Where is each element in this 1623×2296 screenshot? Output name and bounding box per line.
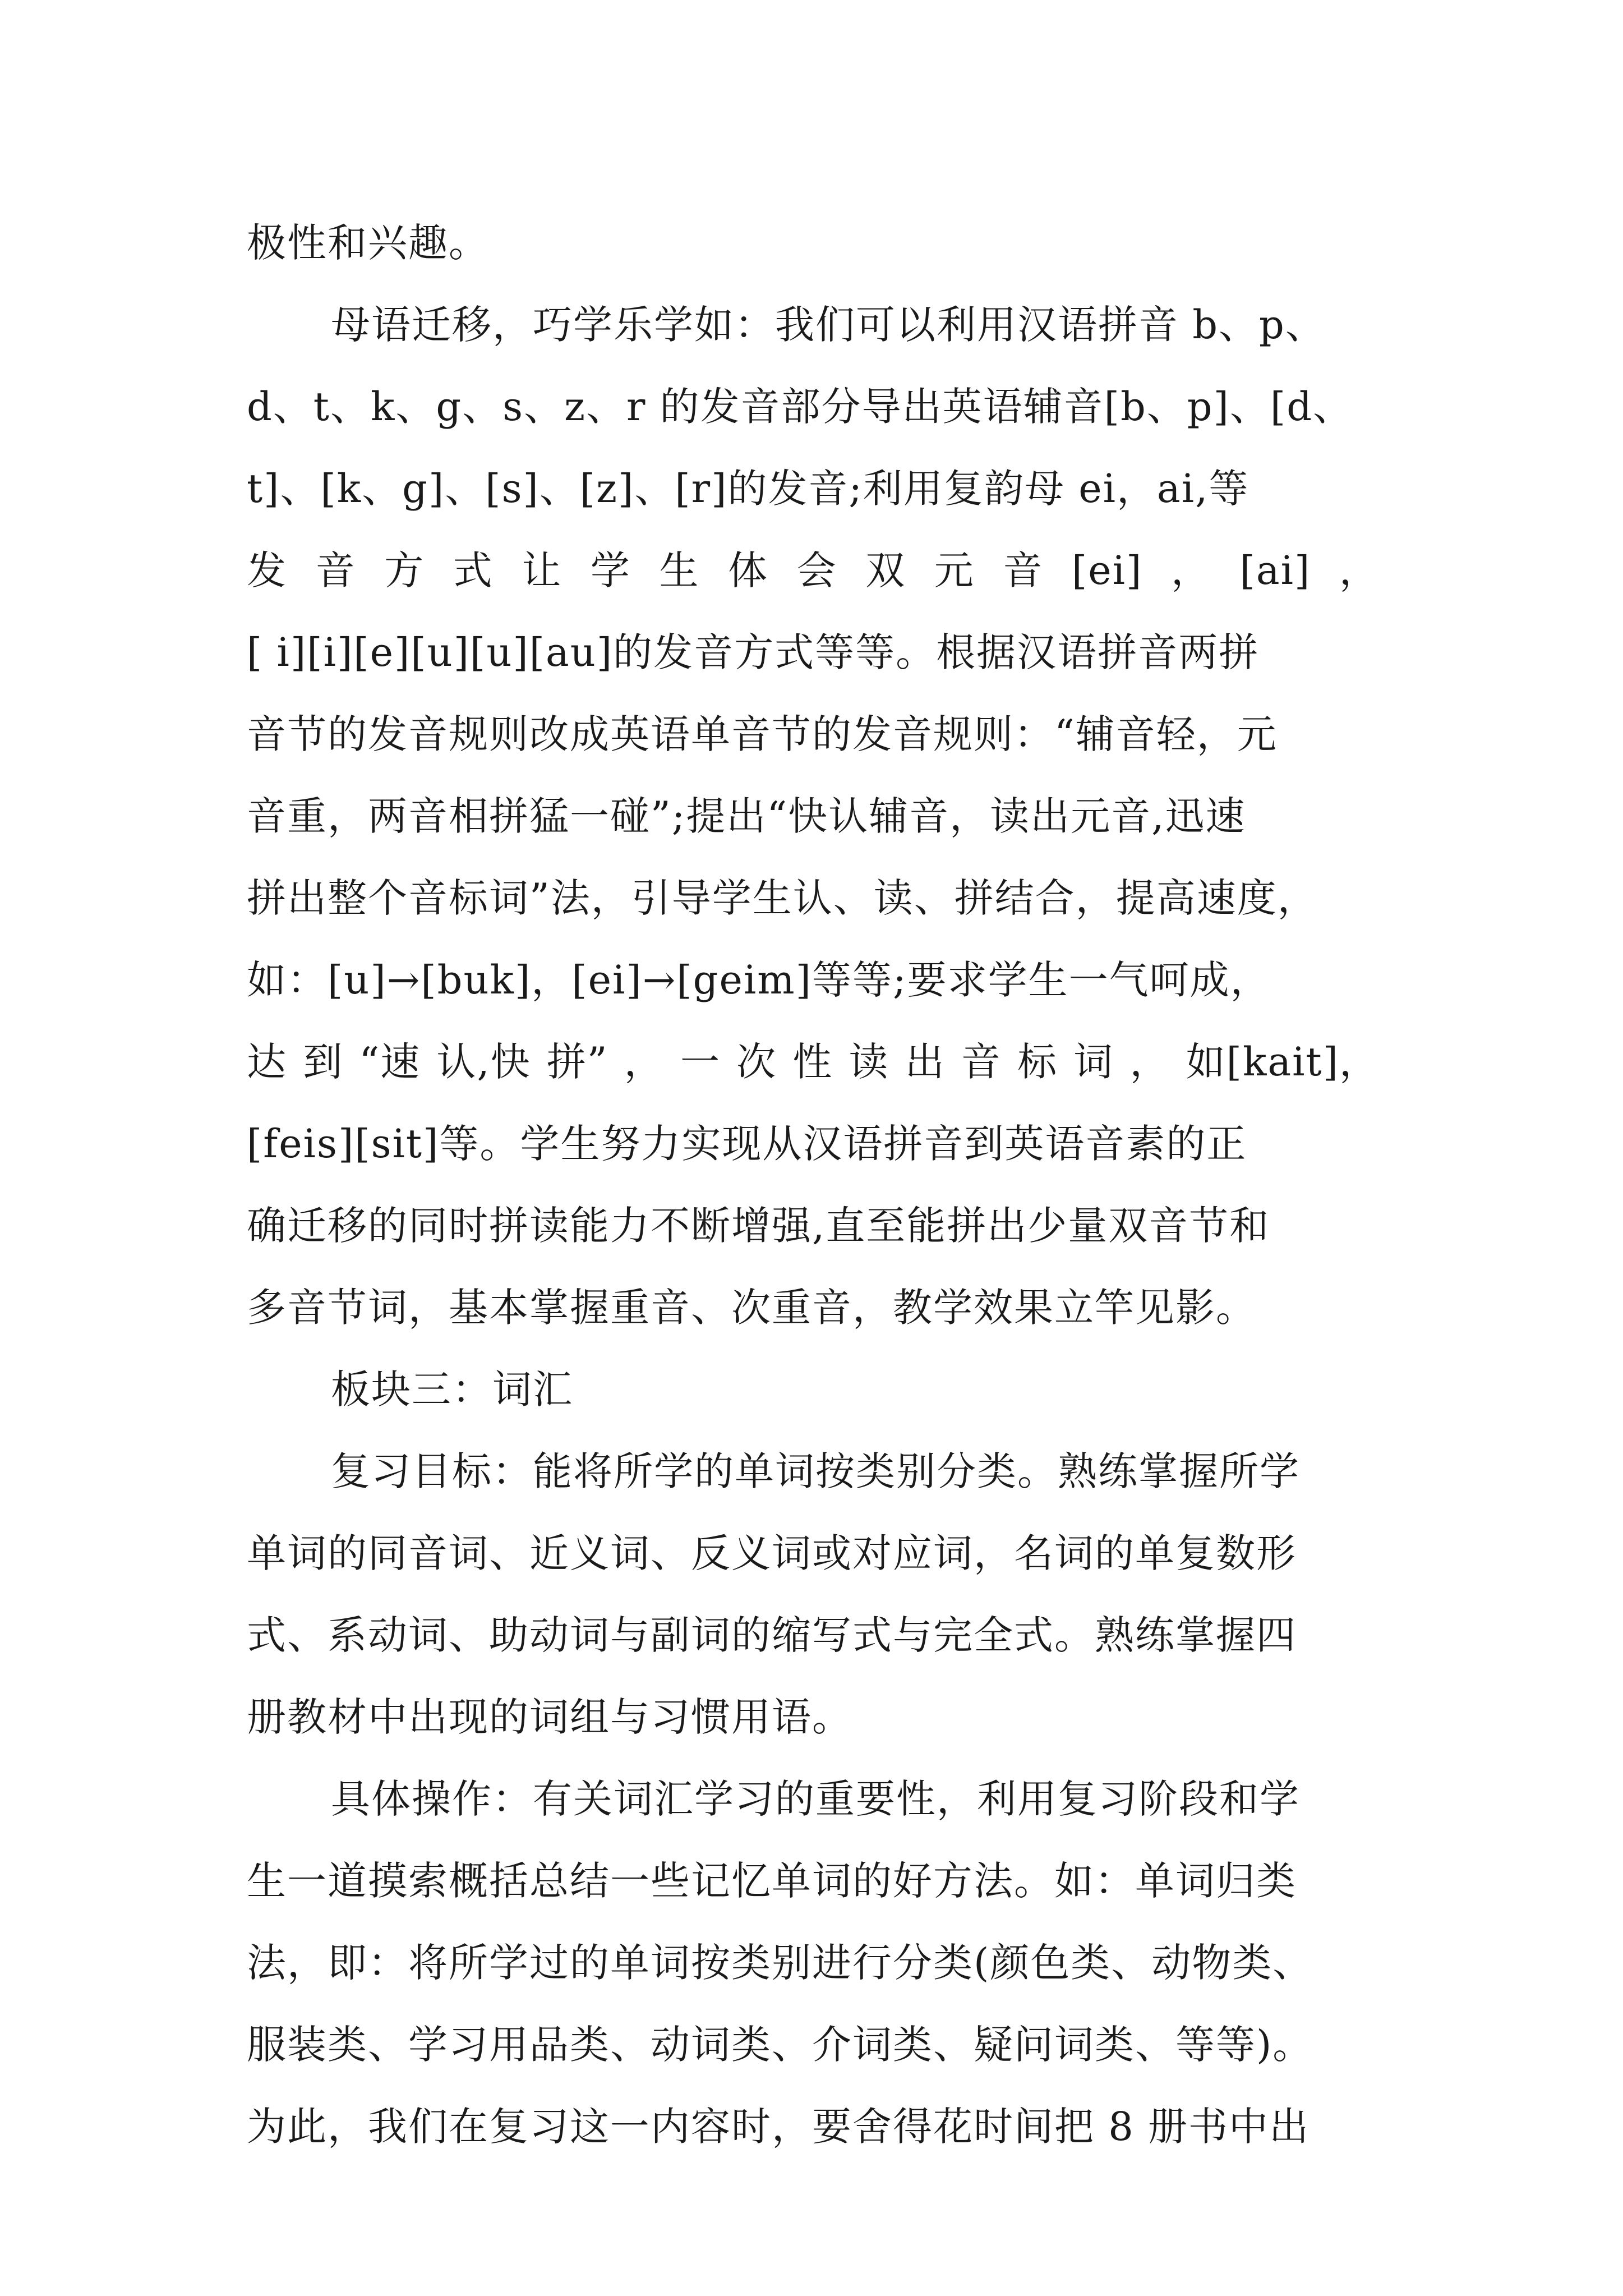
text-token: [ai] <box>1239 547 1311 593</box>
text-token: 到 <box>303 1039 344 1085</box>
text-token: 学 <box>590 547 631 593</box>
text-line: [ i][i][e][u][u][au]的发音方式等等。根据汉语拼音两拼 <box>247 629 1260 675</box>
text-token: 词 <box>1073 1039 1114 1085</box>
text-line: 具体操作：有关词汇学习的重要性，利用复习阶段和学 <box>331 1776 1300 1822</box>
text-token: 拼” <box>546 1039 608 1085</box>
text-token: 元 <box>934 547 975 593</box>
text-line: d、t、k、g、s、z、r 的发音部分导出英语辅音[b、p]、[d、 <box>247 384 1354 430</box>
text-token: 达 <box>247 1039 287 1085</box>
text-token: 式 <box>453 547 494 593</box>
text-token: [ei] <box>1071 547 1143 593</box>
text-token: 音 <box>961 1039 1002 1085</box>
text-line: 母语迁移，巧学乐学如：我们可以利用汉语拼音 b、p、 <box>331 302 1326 348</box>
text-token: ， <box>624 1039 665 1085</box>
text-line: 单词的同音词、近义词、反义词或对应词，名词的单复数形 <box>247 1530 1297 1576</box>
text-token: 体 <box>728 547 769 593</box>
text-token: 一 <box>680 1039 721 1085</box>
text-line: 服装类、学习用品类、动词类、介词类、疑问词类、等等)。 <box>247 2022 1313 2068</box>
text-token: ， <box>1129 1039 1170 1085</box>
text-line: 复习目标：能将所学的单词按类别分类。熟练掌握所学 <box>331 1448 1300 1494</box>
body-text <box>247 202 1380 2168</box>
text-token: 认,快 <box>436 1039 531 1085</box>
text-line: 确迁移的同时拼读能力不断增强,直至能拼出少量双音节和 <box>247 1203 1270 1249</box>
text-line: 拼出整个音标词”法，引导学生认、读、拼结合，提高速度， <box>247 875 1318 921</box>
text-token: 如[kait]， <box>1186 1039 1380 1085</box>
text-token: 读 <box>849 1039 889 1085</box>
text-token: 发 <box>247 547 287 593</box>
text-line-spaced <box>247 1021 1380 1103</box>
text-token: 会 <box>796 547 837 593</box>
section-heading: 板块三：词汇 <box>331 1366 573 1412</box>
text-token: 次 <box>736 1039 777 1085</box>
text-token: 音 <box>1003 547 1044 593</box>
text-line: 音重，两音相拼猛一碰”;提出“快认辅音，读出元音,迅速 <box>247 793 1246 839</box>
text-token: ， <box>1170 547 1211 593</box>
text-line: 极性和兴趣。 <box>247 220 489 266</box>
text-line-spaced <box>247 530 1380 611</box>
text-token: 标 <box>1017 1039 1058 1085</box>
text-line: [feis][sit]等。学生努力实现从汉语拼音到英语音素的正 <box>247 1121 1247 1167</box>
text-token: 音 <box>315 547 356 593</box>
text-token: ， <box>1339 547 1380 593</box>
text-token: 性 <box>792 1039 833 1085</box>
text-line: 册教材中出现的词组与习惯用语。 <box>247 1694 852 1740</box>
text-line: 多音节词，基本掌握重音、次重音，教学效果立竿见影。 <box>247 1285 1256 1331</box>
text-line: 音节的发音规则改成英语单音节的发音规则：“辅音轻，元 <box>247 711 1278 757</box>
text-line: 式、系动词、助动词与副词的缩写式与完全式。熟练掌握四 <box>247 1612 1297 1658</box>
text-line: t]、[k、g]、[s]、[z]、[r]的发音;利用复韵母 ei，ai,等 <box>247 466 1249 512</box>
text-token: 让 <box>522 547 562 593</box>
text-token: “速 <box>359 1039 421 1085</box>
text-line: 生一道摸索概括总结一些记忆单词的好方法。如：单词归类 <box>247 1858 1297 1904</box>
text-token: 方 <box>384 547 425 593</box>
text-line: 为此，我们在复习这一内容时，要舍得花时间把 8 册书中出 <box>247 2104 1310 2150</box>
text-token: 生 <box>659 547 700 593</box>
text-token: 出 <box>905 1039 946 1085</box>
text-line: 法，即：将所学过的单词按类别进行分类(颜色类、动物类、 <box>247 1940 1313 1986</box>
text-line: 如：[u]→[buk]，[ei]→[geim]等等;要求学生一气呵成， <box>247 957 1271 1003</box>
text-token: 双 <box>865 547 906 593</box>
